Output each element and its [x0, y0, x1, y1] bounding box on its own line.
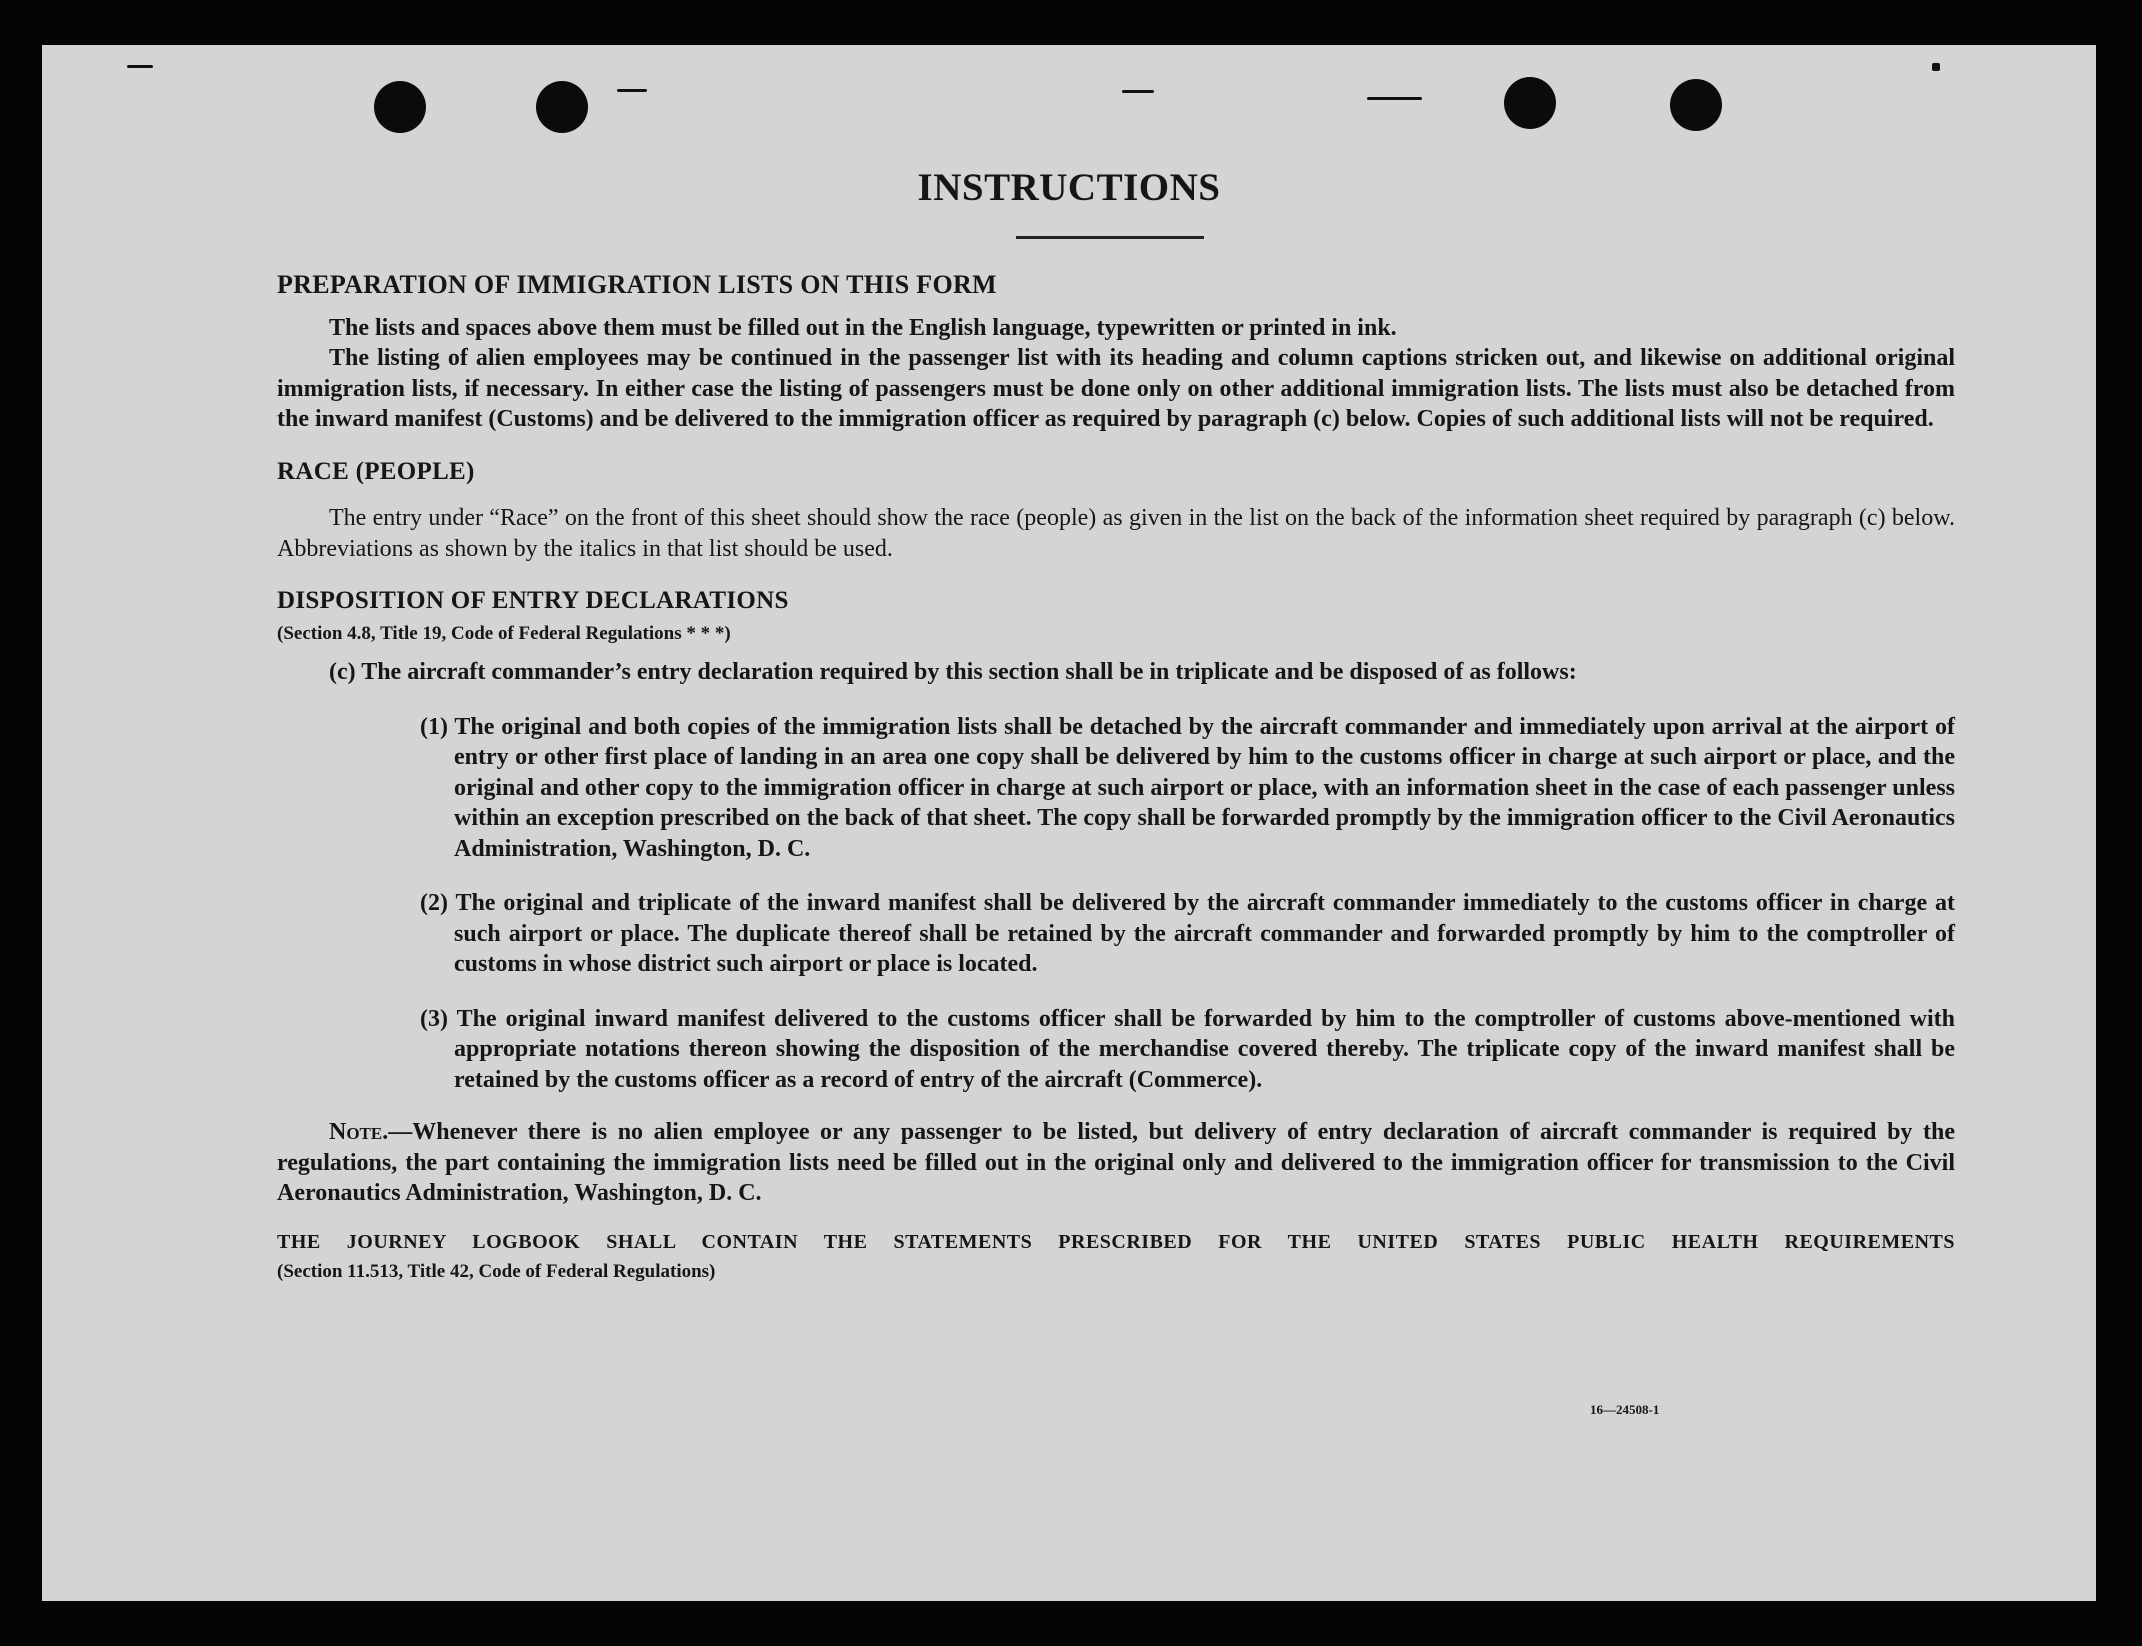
ink-mark [1932, 63, 1940, 71]
document-sheet [42, 45, 2096, 1601]
note-label: Note. [329, 1119, 389, 1145]
section-heading-preparation: PREPARATION OF IMMIGRATION LISTS ON THIS FORM [277, 270, 997, 299]
paragraph-language: The lists and spaces above them must be filled out in the English language, typewritten or printed in ink. [329, 314, 1397, 341]
ink-mark [127, 65, 153, 68]
section-heading-race: RACE (PEOPLE) [277, 457, 475, 485]
logbook-statement: THE JOURNEY LOGBOOK SHALL CONTAIN THE STATEMENTS PRESCRIBED FOR THE UNITED STATES PUBLIC HEALTH REQUIREMENTS [277, 1230, 1955, 1253]
note-text: —Whenever there is no alien employee or any passenger to be listed, but delivery of entry declaration of aircraft commander is required by the regulations, the part containing the immigration lists need be filled out in the original only and delivered to the immigration officer for transmission to the Civil Aeronautics Administration, Washington, D. C. [277, 1119, 1955, 1206]
ink-mark [617, 89, 647, 92]
note-paragraph [277, 1117, 1955, 1209]
list-item-2: (2) The original and triplicate of the inward manifest shall be delivered by the aircraft commander immediately to the customs officer in charge at such airport or place. The duplicate thereof shall be retained by the aircraft commander and forwarded promptly by him to the comptroller of customs in whose district such airport or place is located. [420, 890, 1955, 977]
list-item-1: (1) The original and both copies of the immigration lists shall be detached by the aircraft commander and immediately upon arrival at the airport of entry or other first place of landing in an area one copy shall be delivered by him to the customs officer in charge at such airport or place, and the original and other copy to the immigration officer in charge at such airport or place, with an information sheet in the case of each passenger unless within an exception prescribed on the back of that sheet. The copy shall be forwarded promptly by the immigration officer to the Civil Aeronautics Administration, Washington, D. C. [420, 713, 1955, 862]
section-heading-disposition: DISPOSITION OF ENTRY DECLARATIONS [277, 587, 789, 614]
paragraph-c-intro: (c) The aircraft commander’s entry declaration required by this section shall be in triplicate and be disposed of as follows: [329, 659, 1577, 685]
punch-hole [374, 81, 426, 133]
form-number: 16—24508-1 [1590, 1402, 1660, 1417]
title-underline [1016, 236, 1204, 239]
citation-title-42: (Section 11.513, Title 42, Code of Federal Regulations) [277, 1261, 716, 1282]
citation-title-19: (Section 4.8, Title 19, Code of Federal Regulations * * *) [277, 622, 731, 644]
ink-mark [1122, 90, 1154, 93]
punch-hole [1670, 79, 1722, 131]
page-title: INSTRUCTIONS [917, 166, 1221, 209]
paragraph-race: The entry under “Race” on the front of this sheet should show the race (people) as given in the list on the back of the information sheet required by paragraph (c) below. Abbreviations as shown by the italics in that list should be used. [277, 505, 1955, 562]
punch-hole [1504, 77, 1556, 129]
instructions-body [277, 270, 1955, 1288]
list-item-3: (3) The original inward manifest delivered to the customs officer shall be forwarded by him to the comptroller of customs above-mentioned with appropriate notations thereon showing the disposition of the merchandise covered thereby. The triplicate copy of the inward manifest shall be retained by the customs officer as a record of entry of the aircraft (Commerce). [420, 1005, 1955, 1093]
punch-hole [536, 81, 588, 133]
paragraph-alien-employees: The listing of alien employees may be continued in the passenger list with its heading and column captions stricken out, and likewise on additional original immigration lists, if necessary. In either case the listing of passengers must be done only on other additional immigration lists. The lists must also be detached from the inward manifest (Customs) and be delivered to the immigration officer as required by paragraph (c) below. Copies of such additional lists will not be required. [277, 345, 1955, 432]
ink-mark [1367, 97, 1422, 100]
